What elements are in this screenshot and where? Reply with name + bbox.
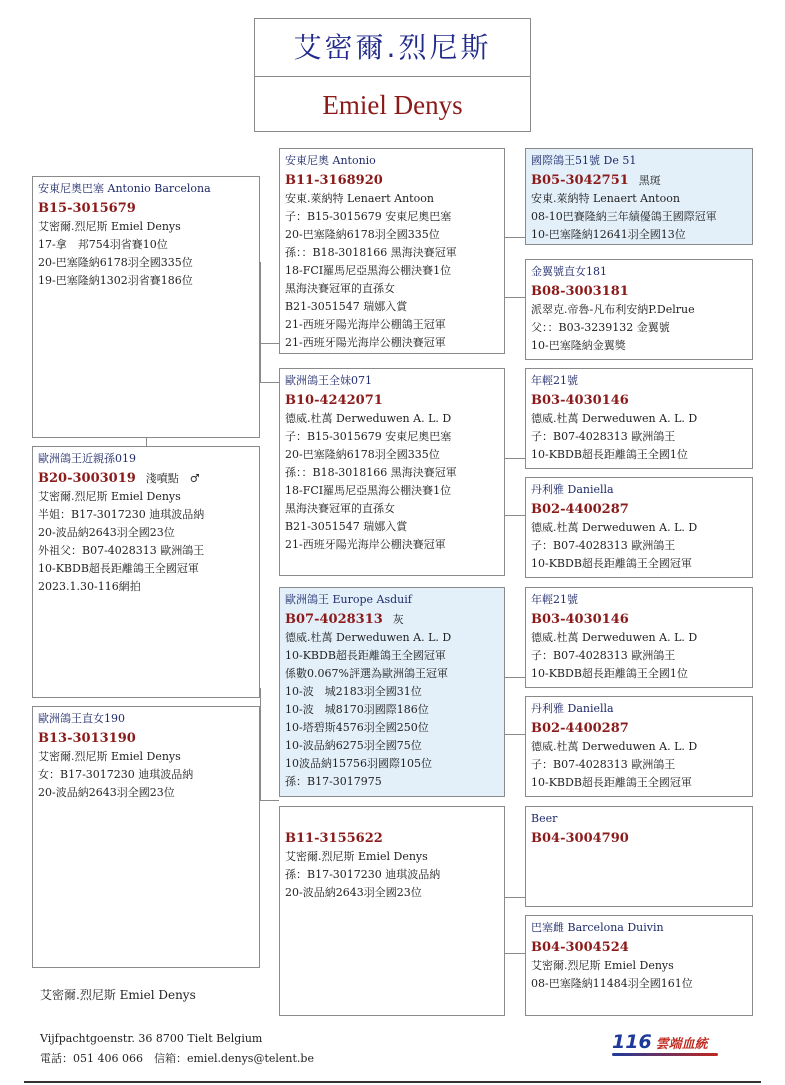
pedigree-box-gg4 bbox=[525, 477, 753, 578]
connector-line bbox=[146, 437, 147, 447]
bird-detail-line: 子：B15-3015679 安東尼奧巴塞 bbox=[285, 210, 452, 223]
pedigree-box-gg3 bbox=[525, 368, 753, 469]
pedigree-box-gg5 bbox=[525, 587, 753, 688]
bird-title: 巴塞雌 Barcelona Duivin bbox=[531, 921, 664, 934]
bird-color: 淺噴點 ♂ bbox=[145, 472, 200, 485]
pedigree-box-gg1 bbox=[525, 148, 753, 245]
pedigree-box-sire2 bbox=[279, 587, 505, 797]
connector-line bbox=[505, 515, 525, 516]
bird-detail-line: 20-波品納2643羽全國23位 bbox=[285, 886, 422, 899]
bird-detail-line: 黑海決賽冠軍的直孫女 bbox=[285, 502, 395, 515]
ring-number: B03-4030146 bbox=[531, 612, 629, 627]
connector-line bbox=[260, 800, 279, 801]
bird-detail-line: 10-波品納6275羽全國75位 bbox=[285, 739, 422, 752]
bird-detail-line: 10波品納15756羽國際105位 bbox=[285, 757, 432, 770]
breeder-english-name: Emiel Denys bbox=[322, 90, 463, 120]
ring-number: B07-4028313 bbox=[285, 612, 383, 627]
ring-line bbox=[531, 717, 747, 738]
connector-line bbox=[505, 237, 525, 238]
logo-swoosh bbox=[612, 1053, 718, 1056]
bird-detail-line: 19-巴塞隆納1302羽省賽186位 bbox=[38, 274, 193, 287]
bird-detail-line: 2023.1.30-116網拍 bbox=[38, 580, 141, 593]
connector-line bbox=[505, 897, 525, 898]
bird-detail-line: 子：B07-4028313 歐洲鴿王 bbox=[531, 539, 676, 552]
bird-color: 黑斑 bbox=[638, 174, 661, 187]
bird-title: 丹利雅 Daniella bbox=[531, 702, 614, 715]
ring-line bbox=[38, 467, 254, 488]
bird-detail-line: 外祖父：B07-4028313 歐洲鴿王 bbox=[38, 544, 205, 557]
ring-number: B03-4030146 bbox=[531, 393, 629, 408]
bottom-divider bbox=[24, 1081, 761, 1083]
pedigree-box-gg6 bbox=[525, 696, 753, 797]
bird-detail-line: 父：：B03-3239132 金翼號 bbox=[531, 321, 670, 334]
ring-line bbox=[285, 827, 499, 848]
bird-detail-line: 10-巴塞隆納金翼獎 bbox=[531, 339, 626, 352]
connector-line bbox=[260, 343, 279, 344]
bird-detail-line: 德威.杜萬 Derweduwen A. L. D bbox=[531, 740, 698, 753]
ring-number: B20-3003019 bbox=[38, 471, 136, 486]
ring-number: B10-4242071 bbox=[285, 393, 383, 408]
connector-line bbox=[260, 343, 261, 382]
bird-detail-line: 17-拿 邦754羽省賽10位 bbox=[38, 238, 168, 251]
ring-line bbox=[38, 197, 254, 218]
bird-detail-line: 子：B07-4028313 歐洲鴿王 bbox=[531, 430, 676, 443]
ring-number: B05-3042751 bbox=[531, 173, 629, 188]
ring-number: B04-3004790 bbox=[531, 831, 629, 846]
connector-line bbox=[505, 734, 525, 735]
bird-detail-line: 10-波 城8170羽國際186位 bbox=[285, 703, 429, 716]
ring-number: B11-3155622 bbox=[285, 831, 383, 846]
bird-detail-line: 艾密爾.烈尼斯 Emiel Denys bbox=[38, 490, 181, 503]
bird-detail-line: 子：B15-3015679 安東尼奧巴塞 bbox=[285, 430, 452, 443]
bird-detail-line: 10-塔碧斯4576羽全國250位 bbox=[285, 721, 429, 734]
ring-line bbox=[531, 936, 747, 957]
bird-title: 國際鴿王51號 De 51 bbox=[531, 154, 637, 167]
bird-detail-line: 20-巴塞隆納6178羽全國335位 bbox=[38, 256, 193, 269]
bird-detail-line: 10-KBDB超長距離鴿王全國冠軍 bbox=[38, 562, 199, 575]
bird-color: 灰 bbox=[392, 613, 404, 626]
connector-line bbox=[505, 458, 525, 459]
pedigree-box-subject bbox=[32, 176, 260, 438]
ring-number: B02-4400287 bbox=[531, 502, 629, 517]
bird-detail-line: 安東.萊納特 Lenaert Antoon bbox=[531, 192, 680, 205]
ring-line bbox=[531, 608, 747, 629]
bird-detail-line: 10-KBDB超長距離鴿王全國冠軍 bbox=[531, 557, 692, 570]
bird-title: Beer bbox=[531, 812, 558, 825]
pedigree-box-sibling1 bbox=[32, 446, 260, 698]
bird-title: 年輕21號 bbox=[531, 593, 578, 606]
ring-number: B02-4400287 bbox=[531, 721, 629, 736]
pedigree-box-gg7 bbox=[525, 806, 753, 907]
bird-title: 歐洲鴿王 Europe Asduif bbox=[285, 593, 412, 606]
connector-line bbox=[260, 262, 261, 344]
bird-detail-line: 半姐：B17-3017230 迪琪波品納 bbox=[38, 508, 205, 521]
bird-detail-line: 21-西班牙陽光海岸公棚決賽冠軍 bbox=[285, 336, 446, 349]
bird-detail-line: 10-KBDB超長距離鴿王全國1位 bbox=[531, 667, 688, 680]
logo-number: 116 bbox=[612, 1031, 652, 1053]
bird-detail-line: 子：B07-4028313 歐洲鴿王 bbox=[531, 758, 676, 771]
footer-address: Vijfpachtgoenstr. 36 8700 Tielt Belgium bbox=[40, 1032, 263, 1045]
bird-detail-line: 德威.杜萬 Derweduwen A. L. D bbox=[531, 631, 698, 644]
bird-detail-line: 艾密爾.烈尼斯 Emiel Denys bbox=[38, 220, 181, 233]
ring-line bbox=[285, 389, 499, 410]
bird-detail-line: 10-KBDB超長距離鴿王全國冠軍 bbox=[531, 776, 692, 789]
bird-detail-line: 20-波品納2643羽全國23位 bbox=[38, 786, 175, 799]
bird-detail-line: 18-FCI羅馬尼亞黑海公棚決賽1位 bbox=[285, 264, 452, 277]
bird-detail-line: 德威.杜萬 Derweduwen A. L. D bbox=[285, 631, 452, 644]
pedigree-box-gg8 bbox=[525, 915, 753, 1016]
bird-title: 年輕21號 bbox=[531, 374, 578, 387]
bird-detail-line: 孫：：B18-3018166 黑海決賽冠軍 bbox=[285, 466, 457, 479]
bird-detail-line: 派翠克.帝魯-凡布利安納P.Delrue bbox=[531, 303, 695, 316]
bird-title: 歐洲鴿王全妹071 bbox=[285, 374, 372, 387]
connector-line bbox=[260, 688, 261, 800]
bird-detail-line: 20-巴塞隆納6178羽全國335位 bbox=[285, 228, 440, 241]
logo-text: 雲端血統 bbox=[655, 1037, 708, 1052]
connector-line bbox=[505, 677, 525, 678]
bird-detail-line: 子：B07-4028313 歐洲鴿王 bbox=[531, 649, 676, 662]
ring-line bbox=[531, 169, 747, 190]
bird-title bbox=[285, 811, 499, 827]
bird-detail-line: 黑海決賽冠軍的直孫女 bbox=[285, 282, 395, 295]
bird-detail-line: 20-巴塞隆納6178羽全國335位 bbox=[285, 448, 440, 461]
ring-number: B08-3003181 bbox=[531, 284, 629, 299]
footer-contact: 電話：051 406 066 信箱：emiel.denys@telent.be bbox=[40, 1052, 314, 1065]
bird-detail-line: 孫：：B18-3018166 黑海決賽冠軍 bbox=[285, 246, 457, 259]
bird-detail-line: B21-3051547 瑞娜入賞 bbox=[285, 520, 408, 533]
bird-detail-line: 艾密爾.烈尼斯 Emiel Denys bbox=[38, 750, 181, 763]
pedigree-box-sire bbox=[279, 148, 505, 354]
bird-detail-line: 艾密爾.烈尼斯 Emiel Denys bbox=[285, 850, 428, 863]
ring-line bbox=[531, 827, 747, 848]
bird-title: 歐洲鴿王近親孫019 bbox=[38, 452, 136, 465]
bird-detail-line: 10-巴塞隆納12641羽全國13位 bbox=[531, 228, 686, 241]
pedigree-box-dam bbox=[279, 368, 505, 576]
ring-line bbox=[531, 498, 747, 519]
bird-detail-line: 係數0.067%評選為歐洲鴿王冠軍 bbox=[285, 667, 448, 680]
bird-title: 丹利雅 Daniella bbox=[531, 483, 614, 496]
bird-detail-line: 德威.杜萬 Derweduwen A. L. D bbox=[531, 521, 698, 534]
bird-title: 安東尼奧巴塞 Antonio Barcelona bbox=[38, 182, 211, 195]
connector-line bbox=[505, 297, 525, 298]
pedigree-box-sibling2 bbox=[32, 706, 260, 968]
bird-detail-line: 18-FCI羅馬尼亞黑海公棚決賽1位 bbox=[285, 484, 452, 497]
bird-title: 金翼號直女181 bbox=[531, 265, 607, 278]
ring-number: B04-3004524 bbox=[531, 940, 629, 955]
bird-detail-line: 21-西班牙陽光海岸公棚決賽冠軍 bbox=[285, 538, 446, 551]
footer-breeder: 艾密爾.烈尼斯 Emiel Denys bbox=[40, 988, 196, 1002]
bird-detail-line: 德威.杜萬 Derweduwen A. L. D bbox=[531, 412, 698, 425]
bird-detail-line: 10-波 城2183羽全國31位 bbox=[285, 685, 422, 698]
breeder-chinese-name: 艾密爾.烈尼斯 bbox=[255, 19, 530, 77]
pedigree-header bbox=[254, 18, 531, 132]
bird-detail-line: 艾密爾.烈尼斯 Emiel Denys bbox=[531, 959, 674, 972]
bird-detail-line: 08-巴塞隆納11484羽全國161位 bbox=[531, 977, 693, 990]
bird-detail-line: 10-KBDB超長距離鴿王全國1位 bbox=[531, 448, 688, 461]
bird-title: 歐洲鴿王直女190 bbox=[38, 712, 125, 725]
bird-detail-line: 孫：B17-3017230 迪琪波品納 bbox=[285, 868, 441, 881]
cloud-pedigree-logo bbox=[612, 1031, 722, 1057]
ring-number: B13-3013190 bbox=[38, 731, 136, 746]
ring-line bbox=[285, 608, 499, 629]
bird-detail-line: 安東.萊納特 Lenaert Antoon bbox=[285, 192, 434, 205]
connector-line bbox=[505, 953, 525, 954]
bird-title: 安東尼奧 Antonio bbox=[285, 154, 376, 167]
pedigree-box-dam2 bbox=[279, 806, 505, 1016]
ring-line bbox=[285, 169, 499, 190]
bird-detail-line: 21-西班牙陽光海岸公棚鴿王冠軍 bbox=[285, 318, 446, 331]
bird-detail-line: 08-10巴賽隆納三年績優鴿王國際冠軍 bbox=[531, 210, 717, 223]
ring-line bbox=[531, 389, 747, 410]
bird-detail-line: 女：B17-3017230 迪琪波品納 bbox=[38, 768, 194, 781]
pedigree-box-gg2 bbox=[525, 259, 753, 360]
bird-detail-line: 德威.杜萬 Derweduwen A. L. D bbox=[285, 412, 452, 425]
bird-detail-line: 孫：B17-3017975 bbox=[285, 775, 382, 788]
connector-line bbox=[260, 382, 279, 383]
ring-line bbox=[38, 727, 254, 748]
ring-line bbox=[531, 280, 747, 301]
bird-detail-line: 10-KBDB超長距離鴿王全國冠軍 bbox=[285, 649, 446, 662]
bird-detail-line: B21-3051547 瑞娜入賞 bbox=[285, 300, 408, 313]
bird-detail-line: 20-波品納2643羽全國23位 bbox=[38, 526, 175, 539]
ring-number: B11-3168920 bbox=[285, 173, 383, 188]
ring-number: B15-3015679 bbox=[38, 201, 136, 216]
